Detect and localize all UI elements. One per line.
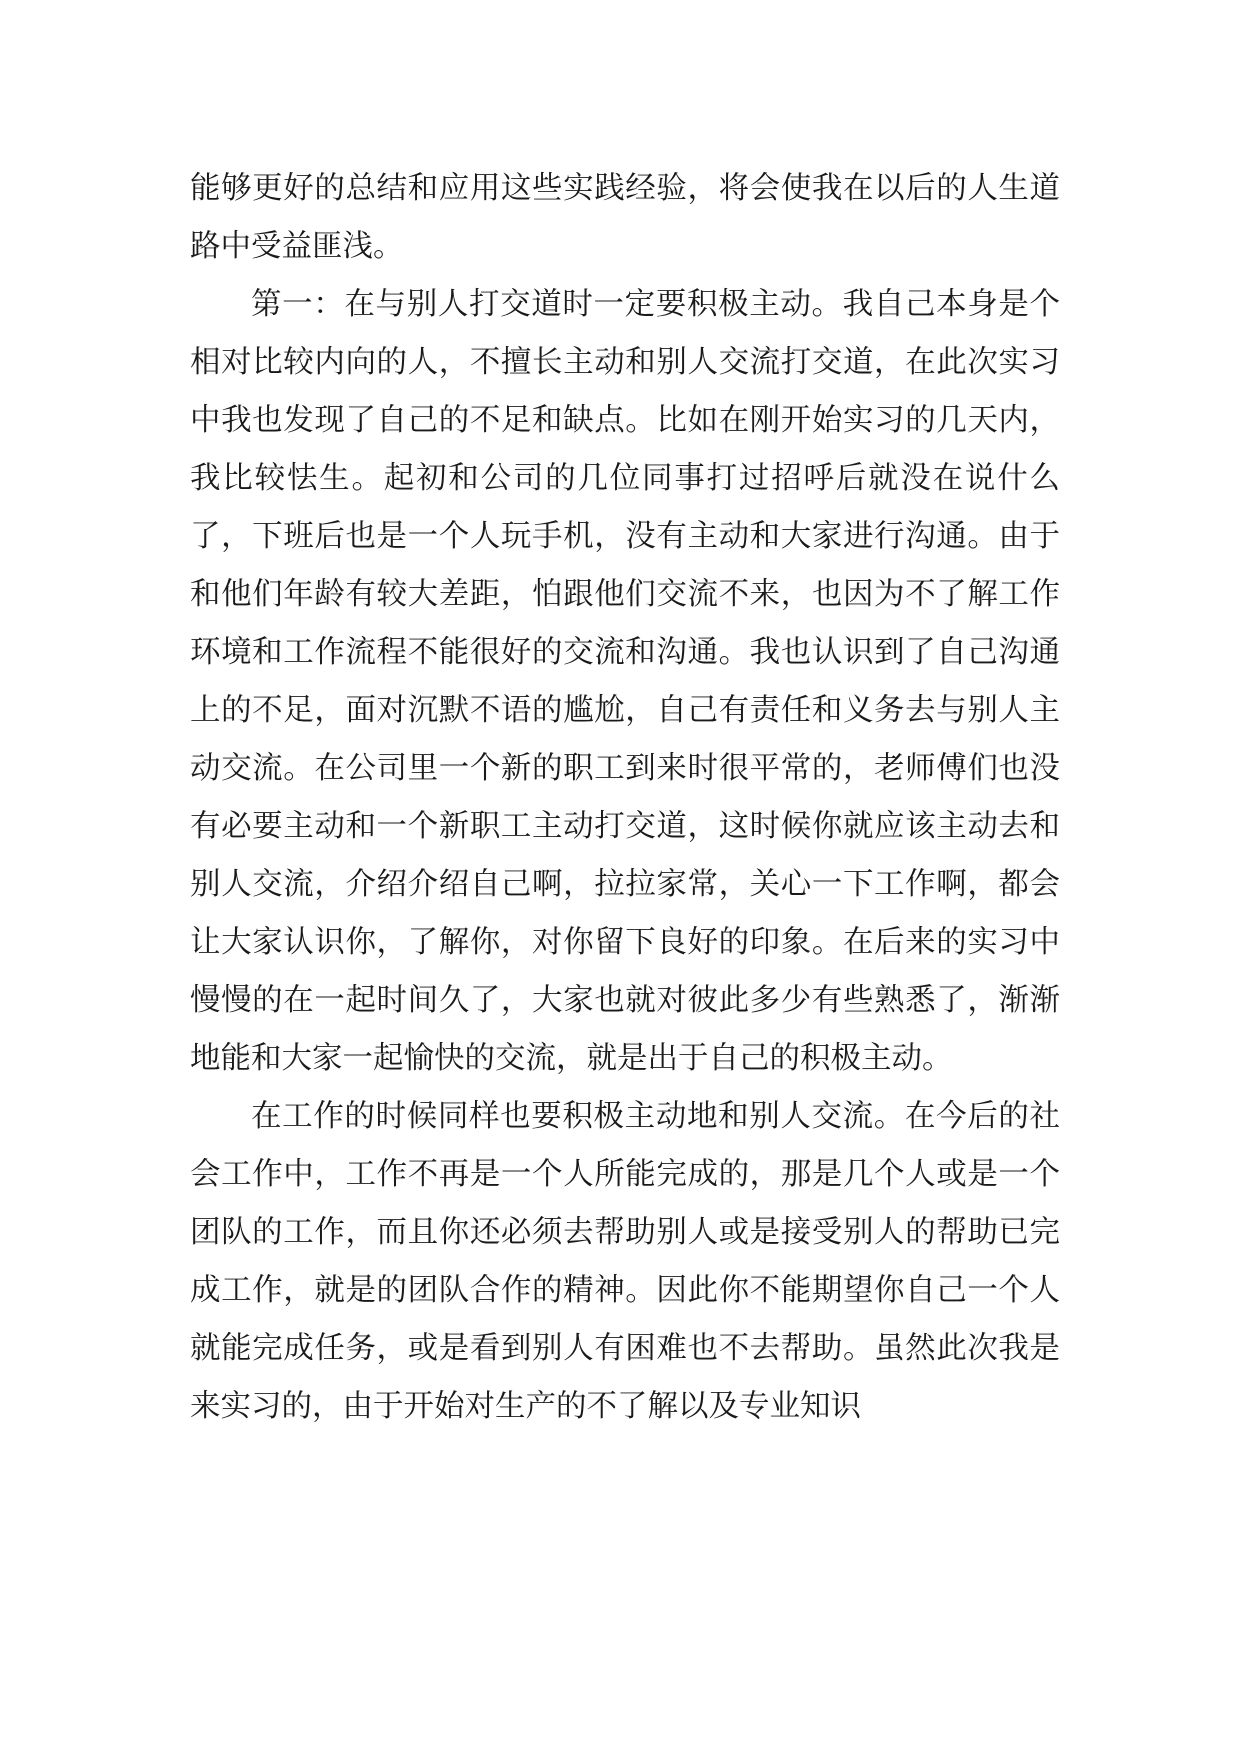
body-text	[190, 160, 1060, 1436]
paragraph-continuation: 能够更好的总结和应用这些实践经验，将会使我在以后的人生道路中受益匪浅。	[190, 171, 1060, 264]
paragraph-first-point: 第一：在与别人打交道时一定要积极主动。我自己本身是个相对比较内向的人，不擅长主动和别人交流打交道，在此次实习中我也发现了自己的不足和缺点。比如在刚开始实习的几天内，我比较怯生。起初和公司的几位同事打过招呼后就没在说什么了，下班后也是一个人玩手机，没有主动和大家进行沟通。由于和他们年龄有较大差距，怕跟他们交流不来，也因为不了解工作环境和工作流程不能很好的交流和沟通。我也认识到了自己沟通上的不足，面对沉默不语的尴尬，自己有责任和义务去与别人主动交流。在公司里一个新的职工到来时很平常的，老师傅们也没有必要主动和一个新职工主动打交道，这时候你就应该主动去和别人交流，介绍介绍自己啊，拉拉家常，关心一下工作啊，都会让大家认识你，了解你，对你留下良好的印象。在后来的实习中慢慢的在一起时间久了，大家也就对彼此多少有些熟悉了，渐渐地能和大家一起愉快的交流，就是出于自己的积极主动。	[190, 287, 1060, 1076]
paragraph-teamwork: 在工作的时候同样也要积极主动地和别人交流。在今后的社会工作中，工作不再是一个人所能完成的，那是几个人或是一个团队的工作，而且你还必须去帮助别人或是接受别人的帮助已完成工作，就是的团队合作的精神。因此你不能期望你自己一个人就能完成任务，或是看到别人有困难也不去帮助。虽然此次我是来实习的，由于开始对生产的不了解以及专业知识	[190, 1099, 1060, 1424]
